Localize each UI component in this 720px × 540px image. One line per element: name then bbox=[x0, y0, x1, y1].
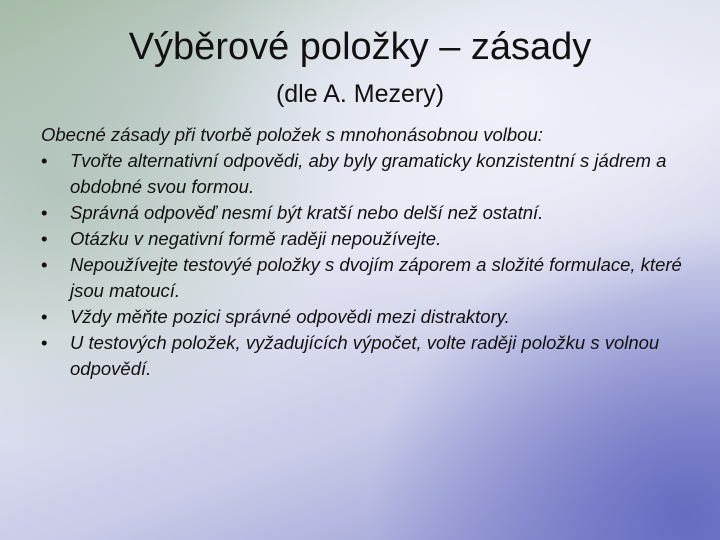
list-item bbox=[40, 252, 700, 304]
list-item-text: Tvořte alternativní odpovědi, aby byly gramaticky konzistentní s jádrem a obdobné svou formou. bbox=[70, 150, 667, 197]
bullet-list bbox=[40, 148, 700, 382]
list-item-text: U testových položek, vyžadujících výpočet, volte raději položku s volnou odpovědí. bbox=[70, 332, 660, 379]
list-item bbox=[40, 226, 700, 252]
list-item bbox=[40, 304, 700, 330]
list-item-text: Nepoužívejte testovýé položky s dvojím záporem a složité formulace, které jsou matoucí. bbox=[70, 254, 682, 301]
list-item-text: Vždy měňte pozici správné odpovědi mezi distraktory. bbox=[70, 306, 510, 327]
list-item bbox=[40, 330, 700, 382]
subtitle-text: (dle A. Mezery) bbox=[275, 80, 445, 108]
bullet-icon: • bbox=[41, 306, 48, 327]
list-item-text: Správná odpověď nesmí být kratší nebo delší než ostatní. bbox=[70, 202, 544, 223]
slide-content bbox=[40, 122, 700, 382]
lead-text: Obecné zásady při tvorbě položek s mnohonásobnou volbou: bbox=[41, 124, 543, 145]
bullet-icon: • bbox=[41, 202, 48, 223]
slide-subtitle bbox=[0, 78, 720, 110]
bullet-icon: • bbox=[41, 228, 48, 249]
bullet-icon: • bbox=[41, 254, 48, 275]
list-item bbox=[40, 200, 700, 226]
bullet-icon: • bbox=[41, 150, 48, 171]
slide-title: Výběrové položky – zásady bbox=[128, 26, 592, 68]
list-item bbox=[40, 148, 700, 200]
list-item-text: Otázku v negativní formě raději nepoužívejte. bbox=[70, 228, 442, 249]
bullet-icon: • bbox=[41, 332, 48, 353]
